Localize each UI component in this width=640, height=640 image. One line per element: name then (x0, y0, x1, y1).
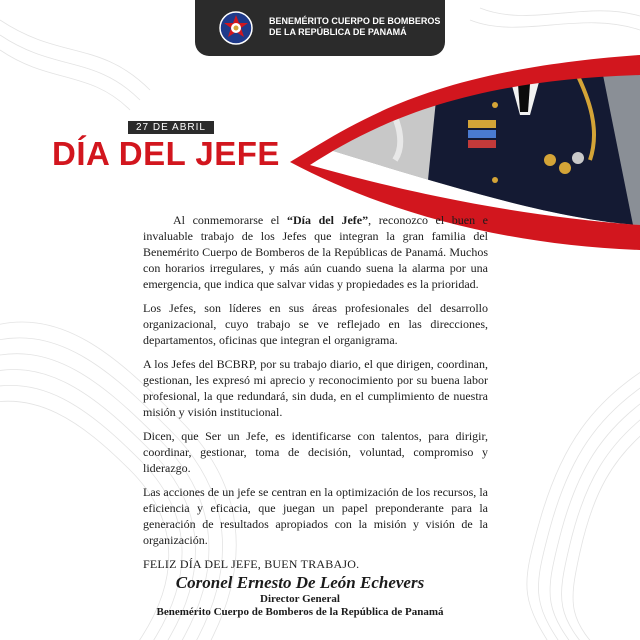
letter-paragraph-4: Dicen, que Ser un Jefe, es identificarse con talentos, para dirigir, coordinar, gestionar, toma de decisión, voluntad, compromiso y liderazgo. (143, 429, 488, 475)
letter-closing: FELIZ DÍA DEL JEFE, BUEN TRABAJO. (143, 557, 360, 571)
letter-paragraph-1: Al conmemorarse el “Día del Jefe”, reconozco el buen e invaluable trabajo de los Jefes que integran la gran familia del Benemérito Cuerpo de Bomberos de la Repúblicas de Panamá. Muchos con horarios irregulares, y más aún cuando suena la alarma por una emergencia, que indica que salvar vidas y propiedades es la prioridad. (143, 213, 489, 291)
signatory-organization: Benemérito Cuerpo de Bomberos de la República de Panamá (156, 606, 444, 618)
fire-department-logo (219, 11, 253, 45)
quoted-day: “Día del Jefe” (287, 213, 369, 227)
page-title: DÍA DEL JEFE (52, 135, 280, 172)
signatory-role: Director General (260, 593, 340, 605)
header-tab (195, 0, 445, 56)
letter-paragraph-2: Los Jefes, son líderes en sus áreas profesionales del desarrollo organizacional, cuyo trabajo se ve reflejado en las direcciones, departamentos, oficinas que integran el organigrama. (143, 301, 488, 347)
signature-block (0, 573, 600, 619)
letter-body (143, 212, 488, 580)
date-badge: 27 DE ABRIL (128, 121, 214, 134)
signatory-name: Coronel Ernesto De León Echevers (175, 573, 425, 592)
letter-paragraph-3: A los Jefes del BCBRP, por su trabajo diario, el que dirigen, coordinan, gestionan, les expresó mi aprecio y reconocimiento por su buena labor profesional, la que redundará, sin duda, en el cumplimiento de nuestra misión y visión institucional. (143, 357, 488, 419)
letter-paragraph-5: Las acciones de un jefe se centran en la optimización de los recursos, la eficiencia y eficacia, que juegan un papel preponderante para la generación de resultados apropiados con la misión y visión de la organización. (143, 485, 488, 547)
organization-name: BENEMÉRITO CUERPO DE BOMBEROS DE LA REPÚBLICA DE PANAMÁ (269, 16, 441, 37)
